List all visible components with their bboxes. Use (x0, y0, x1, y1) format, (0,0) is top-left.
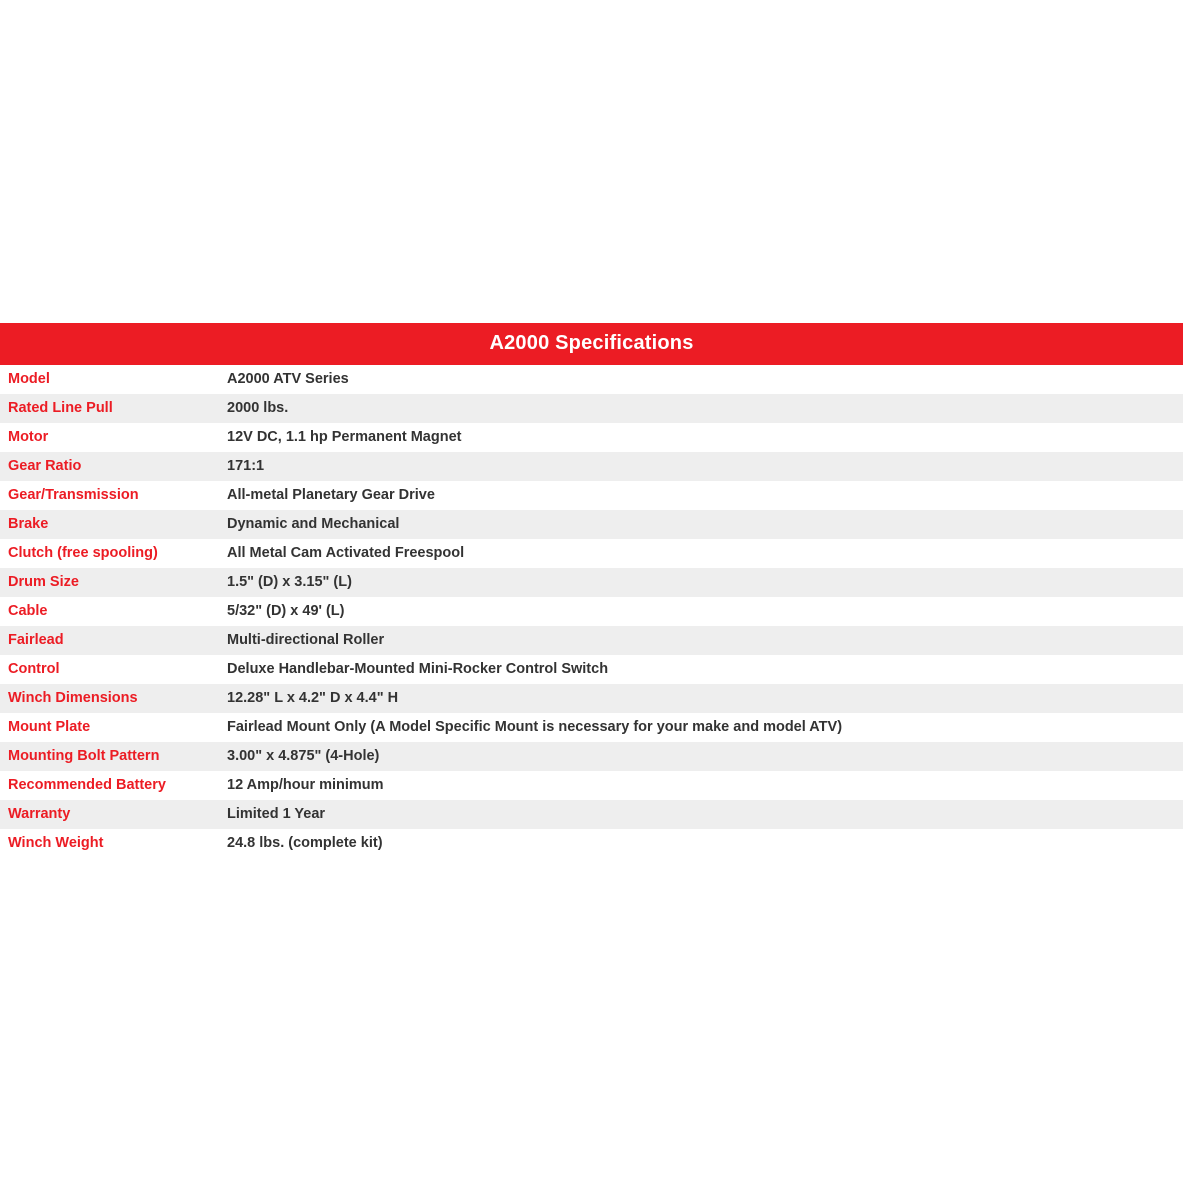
spec-value: A2000 ATV Series (218, 365, 1183, 394)
spec-label: Winch Weight (0, 829, 218, 858)
spec-label: Rated Line Pull (0, 394, 218, 423)
spec-value: 2000 lbs. (218, 394, 1183, 423)
table-row (0, 684, 1183, 713)
spec-label: Warranty (0, 800, 218, 829)
spec-value: 171:1 (218, 452, 1183, 481)
table-row (0, 365, 1183, 394)
spec-label: Drum Size (0, 568, 218, 597)
spec-value: Fairlead Mount Only (A Model Specific Mount is necessary for your make and model ATV) (218, 713, 1183, 742)
spec-value: 3.00" x 4.875" (4-Hole) (218, 742, 1183, 771)
spec-label: Mount Plate (0, 713, 218, 742)
spec-value: All-metal Planetary Gear Drive (218, 481, 1183, 510)
table-row (0, 568, 1183, 597)
spec-label: Brake (0, 510, 218, 539)
spec-value: Limited 1 Year (218, 800, 1183, 829)
table-row (0, 626, 1183, 655)
table-row (0, 394, 1183, 423)
spec-label: Motor (0, 423, 218, 452)
spec-value: 24.8 lbs. (complete kit) (218, 829, 1183, 858)
spec-label: Fairlead (0, 626, 218, 655)
table-body (0, 365, 1183, 858)
spec-value: 12V DC, 1.1 hp Permanent Magnet (218, 423, 1183, 452)
table-row (0, 742, 1183, 771)
table-row (0, 597, 1183, 626)
spec-value: Multi-directional Roller (218, 626, 1183, 655)
spec-label: Recommended Battery (0, 771, 218, 800)
table-row (0, 481, 1183, 510)
spec-label: Mounting Bolt Pattern (0, 742, 218, 771)
spec-label: Gear Ratio (0, 452, 218, 481)
spec-value: Dynamic and Mechanical (218, 510, 1183, 539)
table-row (0, 771, 1183, 800)
table-row (0, 452, 1183, 481)
table-row (0, 423, 1183, 452)
spec-value: 1.5" (D) x 3.15" (L) (218, 568, 1183, 597)
table-row (0, 655, 1183, 684)
spec-label: Winch Dimensions (0, 684, 218, 713)
spec-value: 5/32" (D) x 49' (L) (218, 597, 1183, 626)
spec-label: Control (0, 655, 218, 684)
spec-label: Clutch (free spooling) (0, 539, 218, 568)
table-row (0, 539, 1183, 568)
specifications-table (0, 323, 1183, 858)
spec-value: Deluxe Handlebar-Mounted Mini-Rocker Control Switch (218, 655, 1183, 684)
spec-label: Gear/Transmission (0, 481, 218, 510)
spec-label: Cable (0, 597, 218, 626)
spec-value: 12 Amp/hour minimum (218, 771, 1183, 800)
table-row (0, 713, 1183, 742)
spec-value: All Metal Cam Activated Freespool (218, 539, 1183, 568)
spec-label: Model (0, 365, 218, 394)
table-title: A2000 Specifications (0, 323, 1183, 365)
spec-value: 12.28" L x 4.2" D x 4.4" H (218, 684, 1183, 713)
table-row (0, 829, 1183, 858)
table-row (0, 510, 1183, 539)
table-row (0, 800, 1183, 829)
